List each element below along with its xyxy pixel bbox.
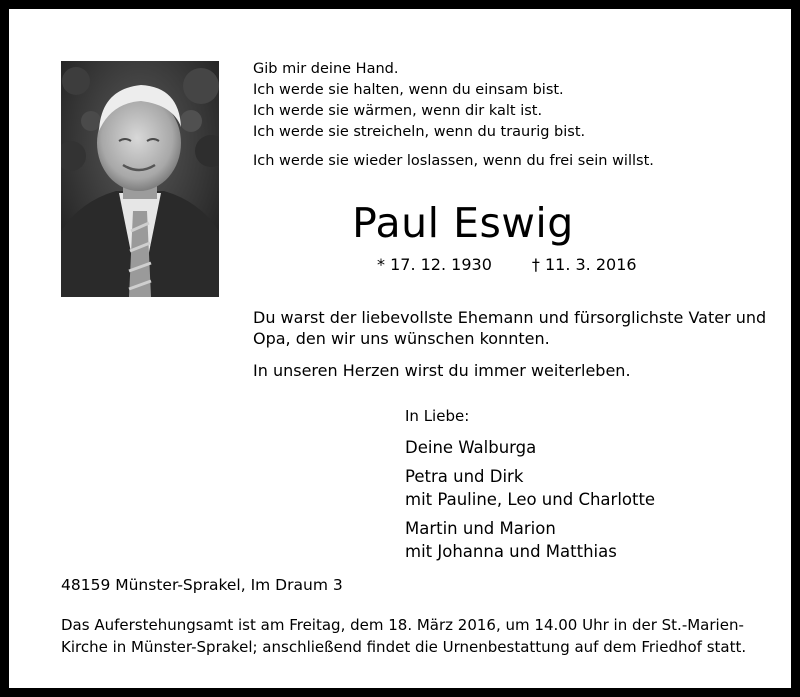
- family-member: Petra und Dirk: [405, 467, 524, 486]
- death-date: † 11. 3. 2016: [531, 255, 637, 274]
- tribute-paragraph: Du warst der liebevollste Ehemann und fürsorglichste Vater und Opa, den wir uns wünschen konnten.: [253, 308, 767, 348]
- family-member: Deine Walburga: [405, 438, 537, 457]
- poem-line: Ich werde sie wieder loslassen, wenn du frei sein willst.: [253, 153, 654, 169]
- poem-line: Ich werde sie streicheln, wenn du traurig bist.: [253, 124, 586, 140]
- poem-line: Gib mir deine Hand.: [253, 61, 399, 77]
- family-list: [405, 436, 655, 569]
- family-member: mit Johanna und Matthias: [405, 542, 617, 561]
- birth-date: * 17. 12. 1930: [377, 255, 492, 274]
- service-line: Kirche in Münster-Sprakel; anschließend findet die Urnenbestattung auf dem Friedhof statt.: [61, 638, 747, 656]
- poem-line: Ich werde sie wärmen, wenn dir kalt ist.: [253, 103, 543, 119]
- family-group: [405, 436, 655, 459]
- service-line: Das Auferstehungsamt ist am Freitag, dem 18. März 2016, um 14.00 Uhr in der St.-Marien-: [61, 616, 744, 634]
- family-group: [405, 517, 655, 563]
- address: 48159 Münster-Sprakel, Im Draum 3: [61, 576, 343, 594]
- portrait-photo: [61, 61, 219, 297]
- family-group: [405, 465, 655, 511]
- tribute-text: [253, 307, 773, 381]
- service-notice: [61, 614, 767, 658]
- portrait-image: [61, 61, 219, 297]
- tribute-paragraph: In unseren Herzen wirst du immer weiterleben.: [253, 361, 631, 380]
- poem-line: Ich werde sie halten, wenn du einsam bist.: [253, 82, 564, 98]
- poem: [253, 59, 773, 172]
- family-member: mit Pauline, Leo und Charlotte: [405, 490, 656, 509]
- signoff: In Liebe:: [405, 407, 470, 425]
- deceased-name: Paul Eswig: [352, 199, 574, 247]
- family-member: Martin und Marion: [405, 519, 556, 538]
- life-dates: [377, 255, 637, 275]
